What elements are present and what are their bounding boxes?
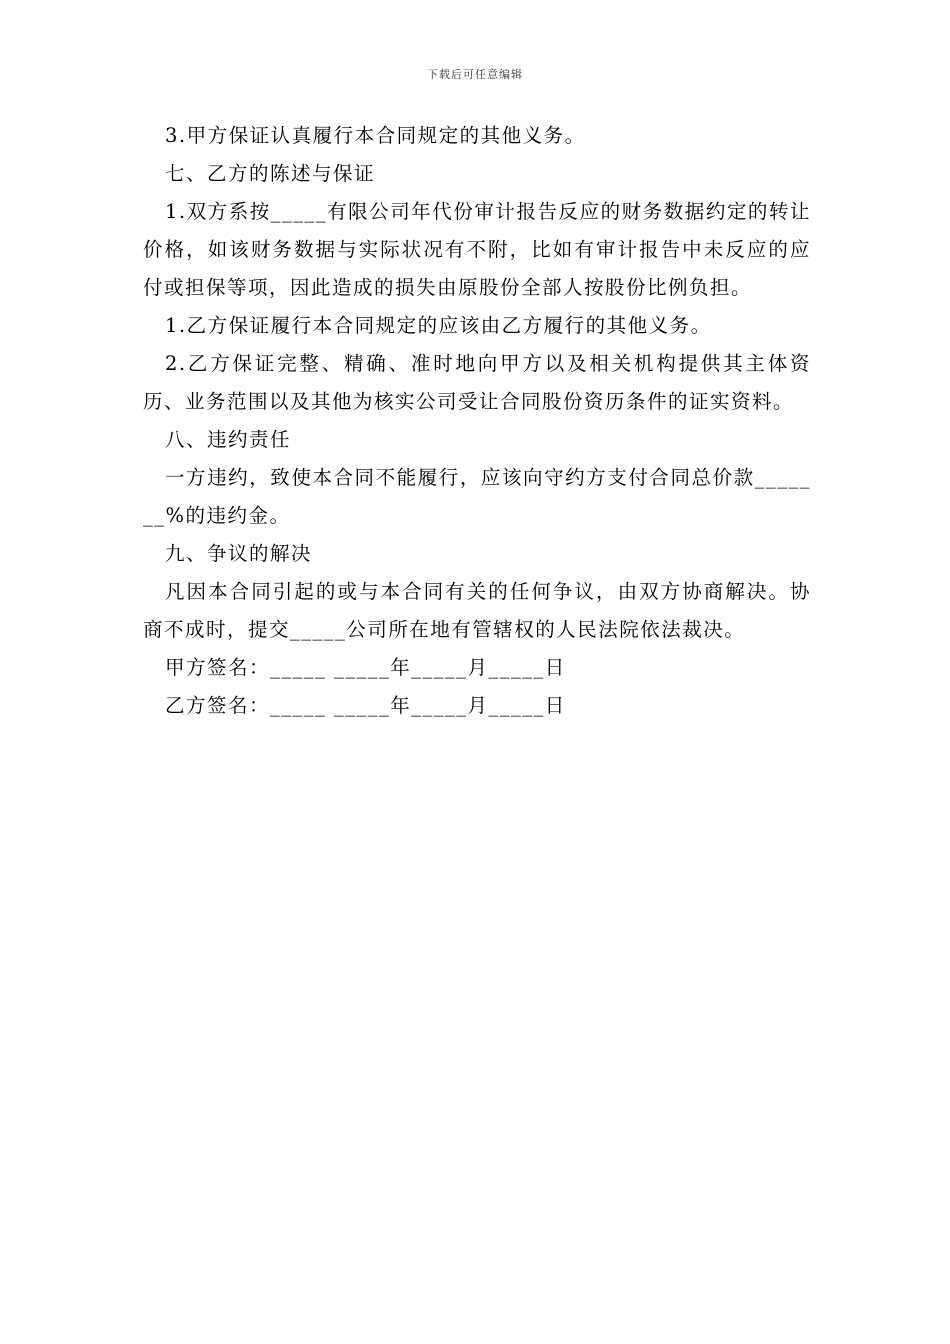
section-heading-9: 九、争议的解决: [165, 542, 313, 565]
section-heading-7: 七、乙方的陈述与保证: [165, 162, 376, 185]
paragraph-dispute-resolution: 凡因本合同引起的或与本合同有关的任何争议，由双方协商解决。协商不成时，提交_____公司所在地有管辖权的人民法院依法裁决。: [143, 580, 811, 641]
signature-line-party-b: 乙方签名：_____ _____年_____月_____日: [165, 694, 566, 717]
section-heading-8: 八、违约责任: [165, 428, 292, 451]
paragraph-party-a-obligation-3: 3.甲方保证认真履行本合同规定的其他义务。: [165, 124, 586, 147]
paragraph-breach-penalty: 一方违约，致使本合同不能履行，应该向守约方支付合同总价款_______%的违约金。: [143, 466, 811, 527]
page-header: 下载后可任意编辑: [427, 68, 523, 81]
paragraph-party-b-obligation-1: 1.乙方保证履行本合同规定的应该由乙方履行的其他义务。: [165, 314, 712, 337]
paragraph-transfer-price: 1.双方系按_____有限公司年代份审计报告反应的财务数据约定的转让价格，如该财务数据与实际状况有不附，比如有审计报告中未反应的应付或担保等项，因此造成的损失由原股份全部人按股份比例负担。: [143, 200, 811, 299]
document-body: [143, 117, 811, 725]
paragraph-party-b-obligation-2: 2.乙方保证完整、精确、准时地向甲方以及相关机构提供其主体资历、业务范围以及其他为核实公司受让合同股份资历条件的证实资料。: [143, 352, 811, 413]
signature-line-party-a: 甲方签名：_____ _____年_____月_____日: [165, 656, 566, 679]
